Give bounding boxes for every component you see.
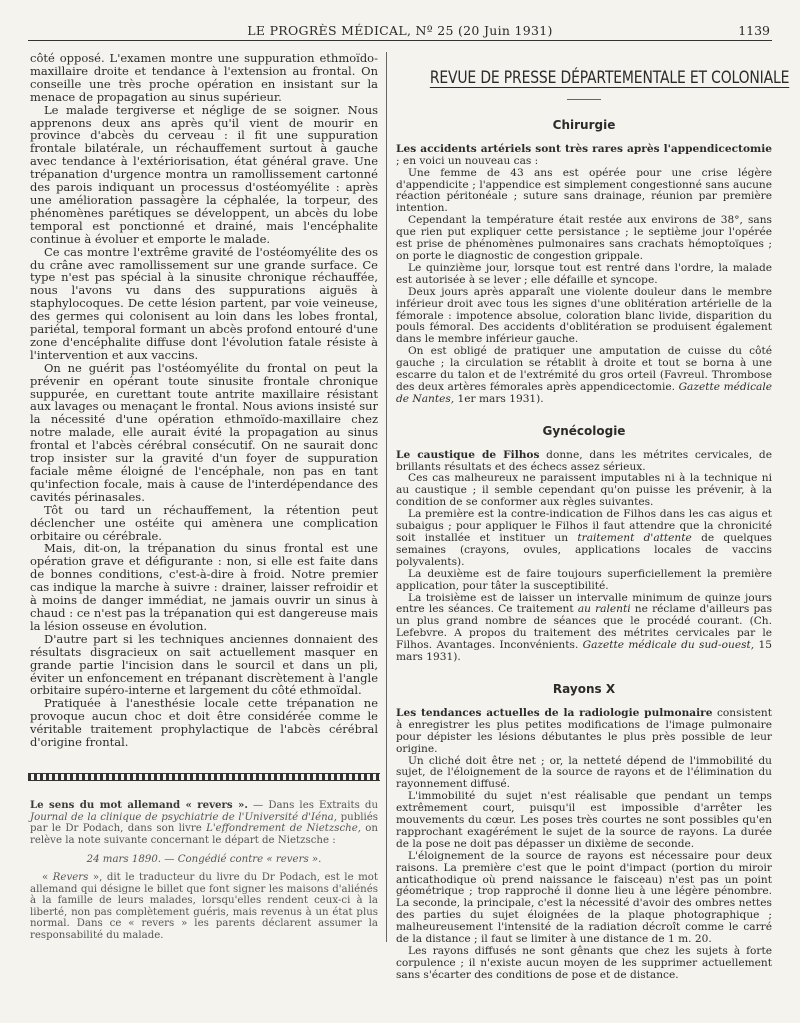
- paragraph: La troisième est de laisser un intervalle minimum de quinze jours entre les séances. Ce traitement au ralenti ne réclame d'ailleurs pas un plus grand nombre de séances que le procédé courant. (Ch. Lefebvre. A propos du traitement des métrites cervicales par le Filhos. Avantages. Inconvénients. Gazette médicale du sud-ouest, 15 mars 1931).: [396, 591, 773, 664]
- section-title-chirurgie: Chirurgie: [552, 117, 616, 132]
- paragraph: Une femme de 43 ans est opérée pour une crise légère d'appendicite ; l'appendice est simplement congestionné sans aucune réaction péritonéale ; suture sans drainage, réunion par première intention.: [396, 166, 772, 215]
- paragraph: La deuxième est de faire toujours superficiellement la première application, pour tâter la susceptibilité.: [396, 567, 772, 592]
- paragraph: Un cliché doit être net ; or, la netteté dépend de l'immobilité du sujet, de l'éloignement de la source de rayons et de l'élimination du rayonnement diffusé.: [396, 754, 772, 791]
- note-title: Le sens du mot allemand « revers ».: [30, 799, 248, 811]
- paragraph: Les accidents artériels sont très rares après l'appendicectomie ; en voici un nouveau cas :: [396, 142, 772, 167]
- section-title-rayons-x: Rayons X: [552, 681, 616, 696]
- ornamental-divider: [28, 773, 380, 781]
- journal-header-title: LE PROGRÈS MÉDICAL, Nº 25 (20 Juin 1931): [247, 23, 553, 38]
- column-divider: [386, 52, 387, 942]
- paragraph: L'éloignement de la source de rayons est nécessaire pour deux raisons. La première c'est que le point d'impact (portion du miroir anticathodique où prend naissance le faisceau) n'est pas un point géométrique ; trop rapproché il donne lieu à une légère pénombre. La seconde, la principale, c'est la nécessité d'avoir des ombres nettes des parties du sujet éloignées de la plaque photographique ; malheureusement l'intensité de la radiation décroît comme le carré de la distance ; il faut se limiter à une distance de 1 m. 20.: [396, 849, 772, 946]
- paragraph: Le malade tergiverse et néglige de se soigner. Nous apprenons deux ans après qu'il vient de mourir en province d'abcès du cerveau : il fit une suppuration frontale bilatérale, un réchauffement surtout à gauche avec tendance à l'extériorisation, état général grave. Une trépanation d'urgence montra un ramollissement cartonné des parois indiquant un processus d'ostéomyélite : après une amélioration passagère la céphalée, la torpeur, des phénomènes parétiques se développent, un abcès du lobe temporal est ponctionné et drainé, mais l'encéphalite continue à évoluer et emporte le malade.: [30, 102, 378, 246]
- page-number: 1139: [738, 23, 770, 38]
- paragraph: Deux jours après apparaît une violente douleur dans le membre inférieur droit avec tous les signes d'une oblitération artérielle de la fémorale : impotence absolue, coloration blanc livide, disparition du pouls fémoral. Des accidents d'oblitération se produisent également dans le membre inférieur gauche.: [396, 285, 772, 346]
- paragraph: Pratiquée à l'anesthésie locale cette trépanation ne provoque aucun choc et doit être considérée comme le véritable traitement prophylactique de l'abcès cérébral d'origine frontal.: [30, 696, 378, 750]
- note-paragraph: Le sens du mot allemand « revers ». — Dans les Extraits du Journal de la clinique de psychiatrie de l'Université d'Iéna, publiés par le Dr Podach, dans son livre L'effondrement de Nietzsche, on relève la note suivante concernant le départ de Nietzsche :: [30, 799, 378, 846]
- paragraph: Les rayons diffusés ne sont gênants que chez les sujets à forte corpulence ; il n'existe aucun moyen de les supprimer actuellement sans s'écarter des conditions de pose et de distance.: [396, 945, 772, 981]
- section-title-gynecologie: Gynécologie: [542, 423, 626, 438]
- paragraph: D'autre part si les techniques anciennes donnaient des résultats disgracieux on sait actuellement masquer en grande partie l'incision dans le sourcil et dans un pli, éviter un enfoncement en trépanant discrètement à l'angle orbitaire supéro-interne et largement du côté ethmoïdal.: [30, 631, 378, 698]
- paragraph: Le quinzième jour, lorsque tout est rentré dans l'ordre, la malade est autorisée à se lever ; elle défaille et syncope.: [396, 261, 772, 286]
- dated-entry: 24 mars 1890. — Congédié contre « revers ».: [86, 854, 322, 866]
- paragraph: Le caustique de Filhos donne, dans les métrites cervicales, de brillants résultats et des échecs assez sérieux.: [396, 448, 772, 473]
- paragraph: Ce cas montre l'extrême gravité de l'ostéomyélite des os du crâne avec ramollissement sur une grande surface. Ce type n'est pas spécial à la sinusite chronique réchauffée, nous l'avons vu dans des suppurations aiguës à staphylocoques. De cette lésion partent, par voie veineuse, des germes qui colonisent au loin dans les lobes frontal, pariétal, temporal formant un abcès profond entouré d'une zone d'encéphalite diffuse dont l'évolution fatale résiste à l'intervention et aux vaccins.: [30, 244, 378, 362]
- left-column-article: [30, 52, 378, 749]
- paragraph: Tôt ou tard un réchauffement, la rétention peut déclencher une ostéite qui amènera une complication orbitaire ou cérébrale.: [30, 502, 378, 543]
- note-paragraph: « Revers », dit le traducteur du livre du Dr Podach, est le mot allemand qui désigne le billet que font signer les maisons d'aliénés à la famille de leurs malades, lorsqu'elles rendent ceux-ci à la liberté, non pas complètement guéris, mais revenus à un état plus normal. Dans ce « revers » les parents déclarent assumer la responsabilité du malade.: [30, 871, 378, 941]
- paragraph: Mais, dit-on, la trépanation du sinus frontal est une opération grave et défigurante : non, si elle est faite dans de bonnes conditions, c'est-à-dire à froid. Notre premier cas indique la marche à suivre : drainer, laisser refroidir et à moins de danger immédiat, ne jamais ouvrir un sinus à chaud : ce n'est pas la trépanation qui est dangereuse mais la lésion osseuse en évolution.: [30, 541, 378, 633]
- rubric-title: REVUE DE PRESSE DÉPARTEMENTALE ET COLONIALE: [429, 68, 790, 88]
- paragraph: Cependant la température était restée aux environs de 38°, sans que rien put expliquer cette persistance ; le septième jour l'opérée est prise de phénomènes pulmonaires sans crachats hémoptoïques ; on porte le diagnostic de congestion grippale.: [396, 214, 772, 262]
- running-header: [28, 20, 772, 41]
- paragraph: La première est la contre-indication de Filhos dans les cas aigus et subaigus ; pour appliquer le Filhos il faut attendre que la chronicité soit installée et instituer un traitement d'attente de quelques semaines (crayons, ovules, applications locales de vaccins polyvalents).: [396, 508, 772, 568]
- book-title: L'effondrement de Nietzsche,: [206, 823, 361, 835]
- rubric-rule: [567, 99, 601, 100]
- paragraph: Ces cas malheureux ne paraissent imputables ni à la technique ni au caustique ; il semble cependant qu'on puisse les prévenir, à la condition de se conformer aux règles suivantes.: [396, 472, 772, 509]
- paragraph: Les tendances actuelles de la radiologie pulmonaire consistent à enregistrer les plus petites modifications de l'image pulmonaire pour dépister les lésions débutantes le plus près possible de leur origine.: [396, 706, 772, 755]
- paragraph: côté opposé. L'examen montre une suppuration ethmoïdo-maxillaire droite et tendance à l'extension au frontal. On conseille une très proche opération en insistant sur la menace de propagation au sinus supérieur.: [30, 51, 378, 104]
- paragraph: On ne guérit pas l'ostéomyélite du frontal on peut la prévenir en opérant toute sinusite frontale chronique suppurée, en curettant toute antrite maxillaire résistant aux lavages ou menaçant le frontal. Nous avions insisté sur la nécessité d'une opération ethmoïdo-maxillaire chez notre malade, elle aurait évité la propagation au sinus frontal et l'abcès cérébral consécutif. On ne saurait donc trop insister sur la gravité d'un foyer de suppuration faciale même éloigné de l'encéphale, non pas en tant qu'infection focale, mais à cause de l'interdépendance des cavités périnasales.: [30, 360, 378, 504]
- paragraph: L'immobilité du sujet n'est réalisable que pendant un temps extrêmement court, puisqu'il est impossible d'arrêter les mouvements du cœur. Les poses très courtes ne sont possibles qu'en rapprochant exagérément le sujet de la source de rayons. La durée de la pose ne doit pas dépasser un dixième de seconde.: [396, 790, 772, 850]
- note-nietzsche: [30, 800, 378, 943]
- paragraph: On est obligé de pratiquer une amputation de cuisse du côté gauche ; la circulation se rétablit à droite et tout se borna à une escarre du talon et de l'extrémité du gros orteil (Favreul. Thrombose des deux artères fémorales après appendicectomie. Gazette médicale de Nantes, 1er mars 1931).: [396, 345, 773, 405]
- right-column-press-review: [396, 55, 790, 982]
- journal-name: Journal de la clinique de psychiatrie de l'Université d'Iéna,: [30, 811, 337, 823]
